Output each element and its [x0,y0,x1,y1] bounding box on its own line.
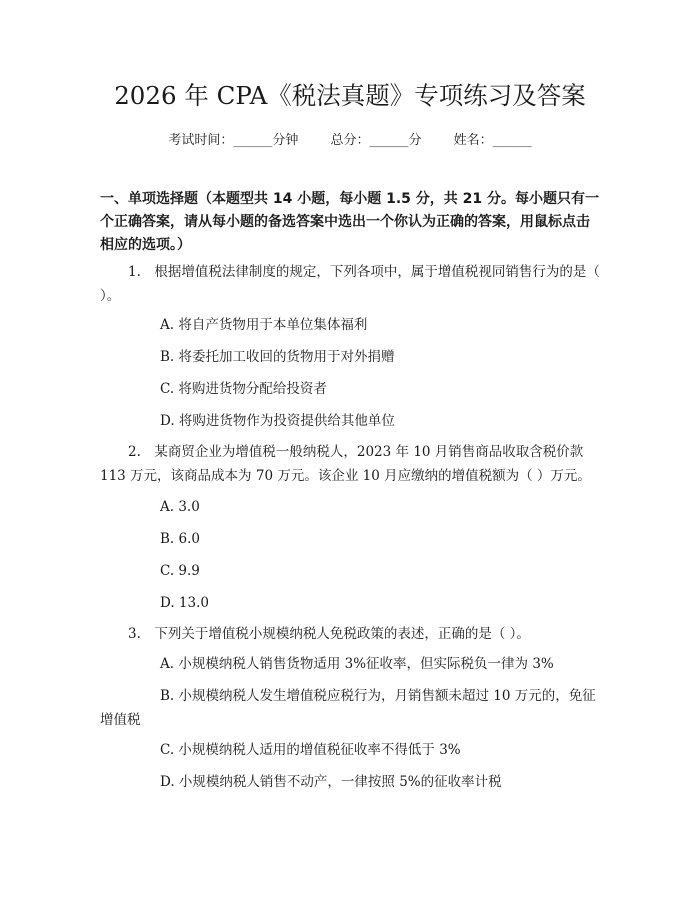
answer-option[interactable]: B. 6.0 [160,531,200,547]
answer-option[interactable]: D. 小规模纳税人销售不动产，一律按照 5%的征收率计税 [160,774,502,790]
answer-option[interactable]: C. 小规模纳税人适用的增值税征收率不得低于 3% [160,742,461,758]
exam-time: 考试时间：______分钟 [168,133,299,148]
exam-score: 总分：______分 [330,133,422,148]
question-stem: 3. 下列关于增值税小规模纳税人免税政策的表述，正确的是（ ）。 [128,626,530,642]
question-stem: 1. 根据增值税法律制度的规定，下列各项中，属于增值税视同销售行为的是（ ）。 [100,264,600,304]
section-heading: 一、单项选择题（本题型共 14 小题，每小题 1.5 分，共 21 分。每小题只有一个正确答案，请从每小题的备选答案中选出一个你认为正确的答案，用鼠标点击相应的选项。） [100,191,600,253]
answer-option[interactable]: C. 9.9 [160,563,200,579]
answer-option[interactable]: C. 将购进货物分配给投资者 [160,381,327,397]
answer-option[interactable]: D. 13.0 [160,595,209,611]
exam-meta [0,130,700,152]
answer-option[interactable]: B. 小规模纳税人发生增值税应税行为，月销售额未超过 10 万元的，免征增值税 [100,688,596,728]
exam-name: 姓名：______ [453,133,532,148]
answer-option[interactable]: D. 将购进货物作为投资提供给其他单位 [160,413,395,429]
question-stem: 2. 某商贸企业为增值税一般纳税人，2023 年 10 月销售商品收取含税价款 113 万元，该商品成本为 70 万元。该企业 10 月应缴纳的增值税额为（ ）万元。 [100,444,591,484]
document-title: 2026 年 CPA《税法真题》专项练习及答案 [114,81,586,110]
answer-option[interactable]: A. 将自产货物用于本单位集体福利 [160,317,368,333]
answer-option[interactable]: A. 小规模纳税人销售货物适用 3%征收率，但实际税负一律为 3% [160,656,554,672]
answer-option[interactable]: A. 3.0 [160,499,200,515]
answer-option[interactable]: B. 将委托加工收回的货物用于对外捐赠 [160,349,395,365]
